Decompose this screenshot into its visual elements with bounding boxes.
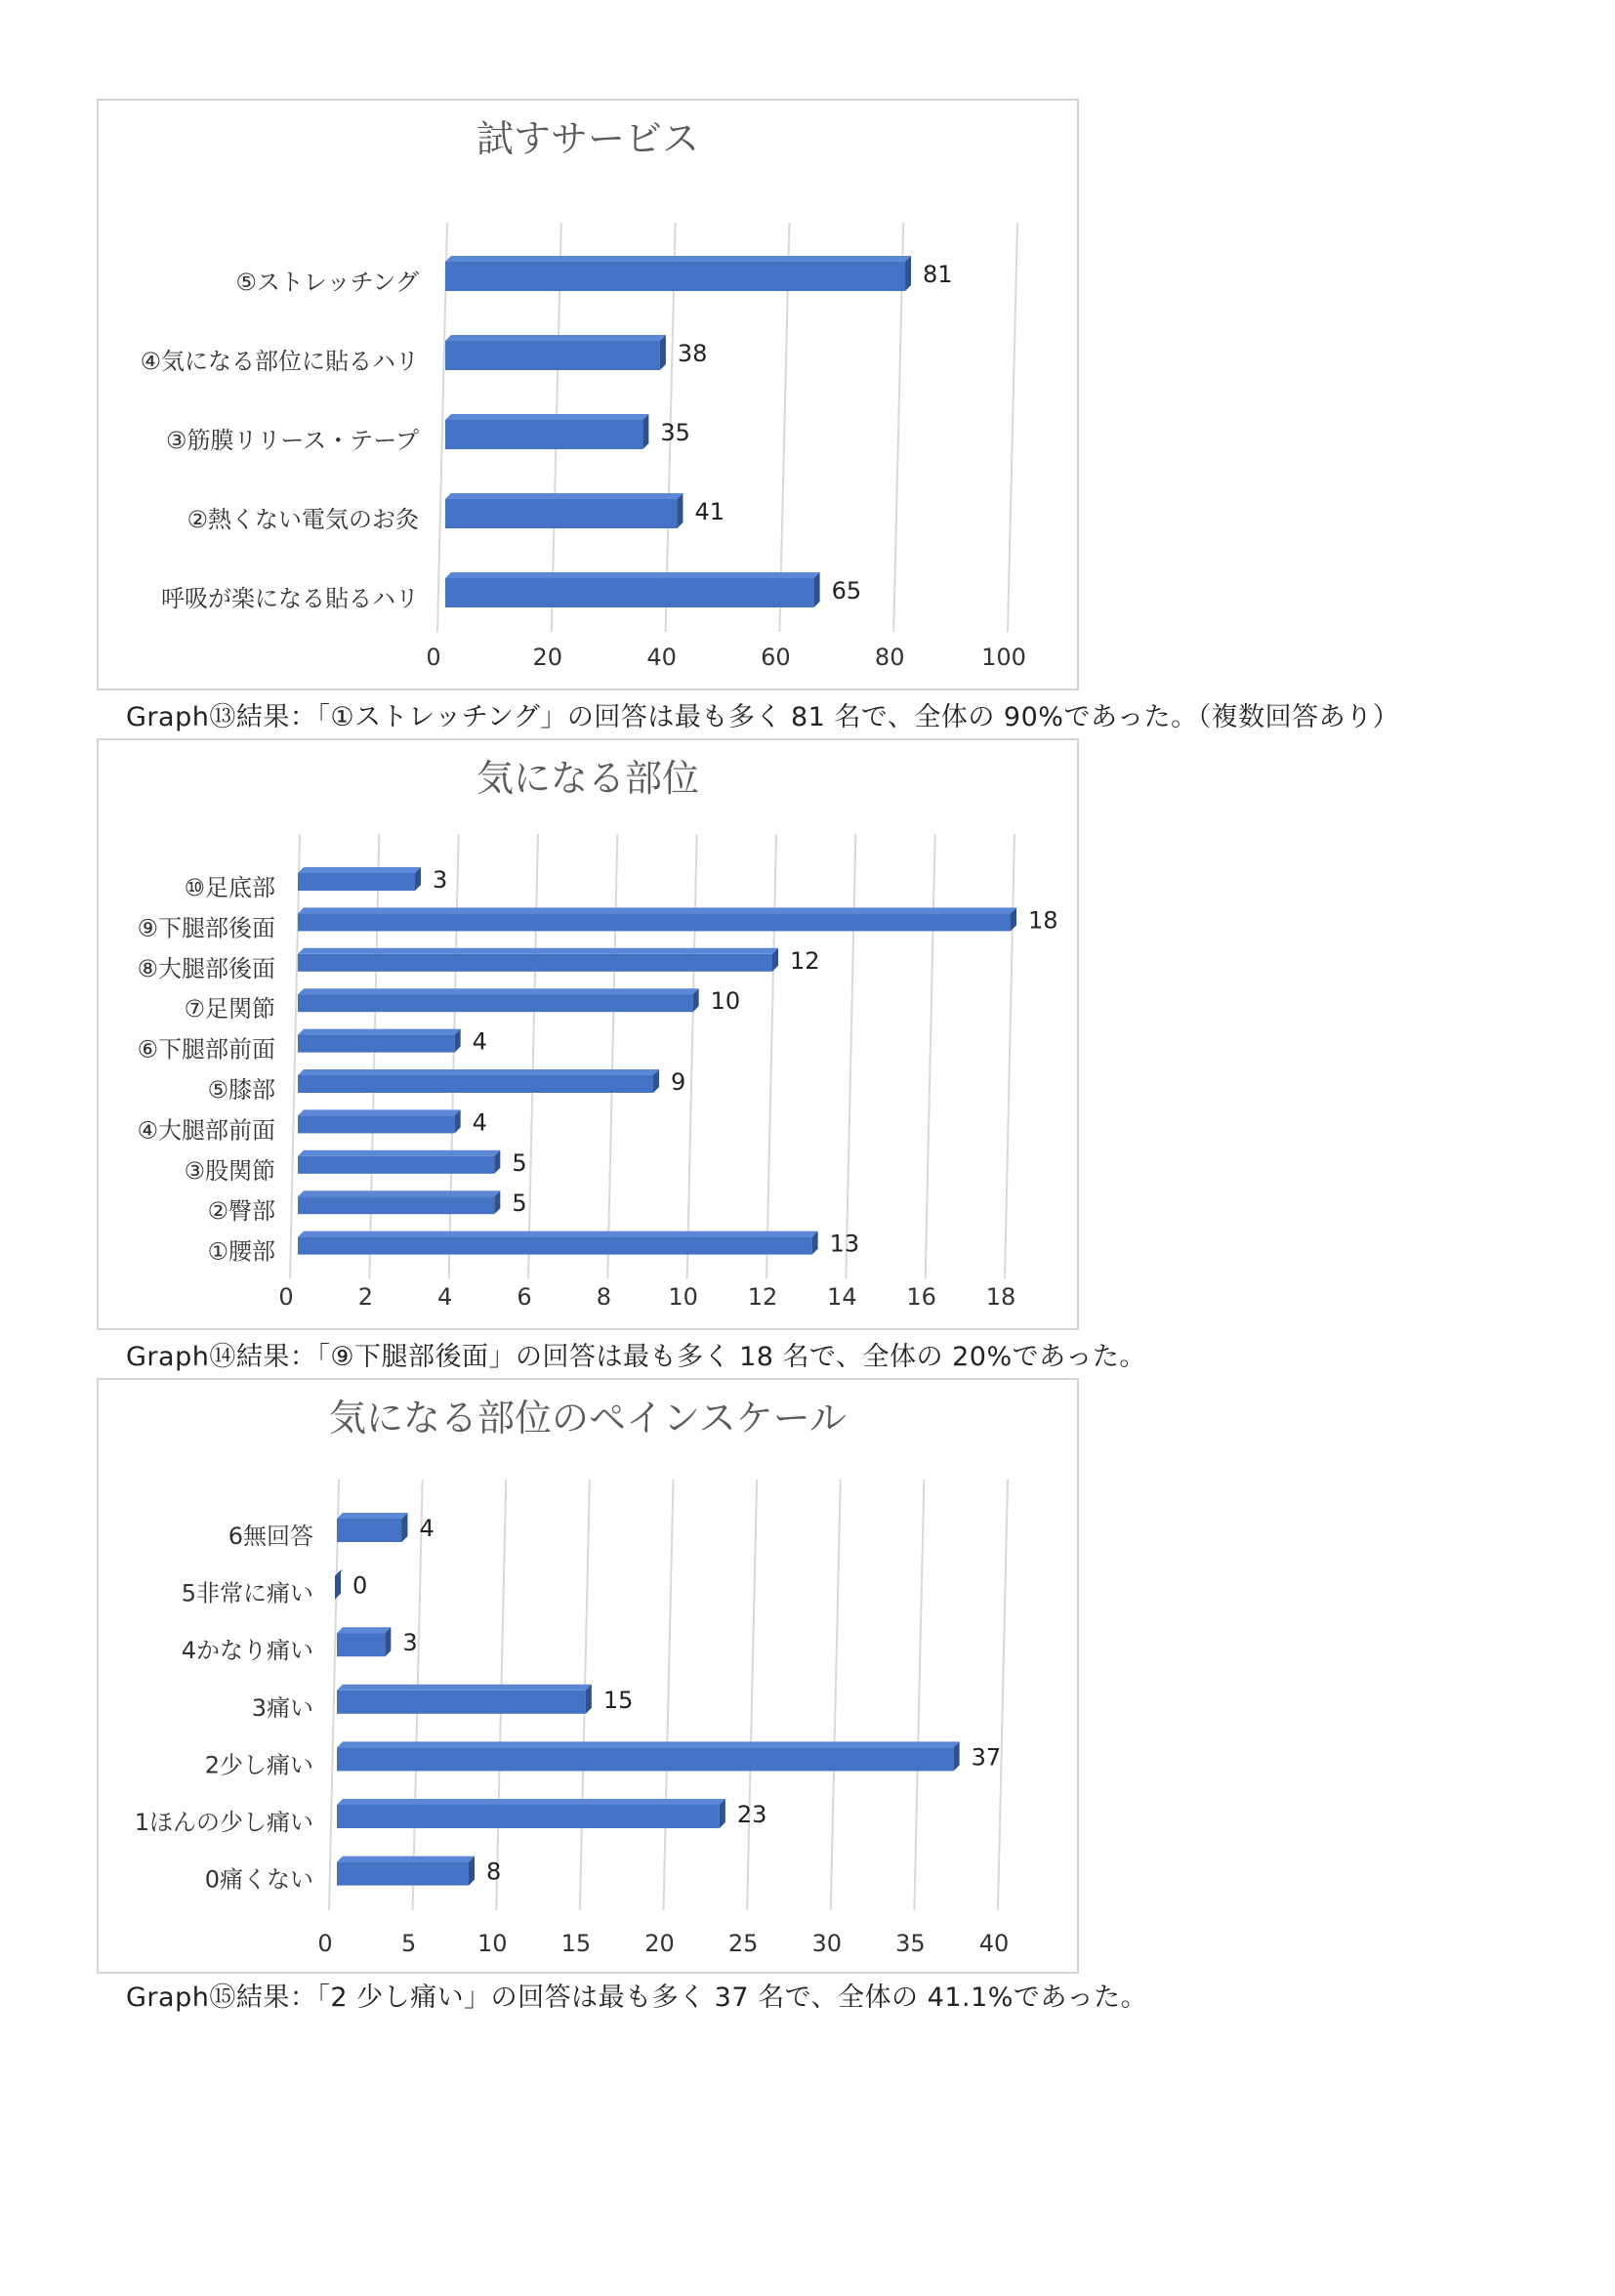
x-tick-label: 100 (981, 644, 1026, 671)
bar-top-face (298, 988, 699, 994)
chart-title: 気になる部位のペインスケール (328, 1397, 848, 1440)
value-label: 13 (829, 1230, 860, 1258)
bar (298, 1115, 455, 1133)
x-tick-label: 6 (517, 1283, 532, 1311)
chart-panel-body-parts (97, 738, 1079, 1330)
bar (445, 420, 642, 449)
bar-group (298, 907, 1016, 931)
bar (298, 1237, 812, 1255)
value-label: 10 (710, 987, 741, 1016)
bar-group (337, 1685, 592, 1714)
x-tick-label: 14 (827, 1283, 857, 1311)
bar-group (337, 1741, 960, 1771)
value-label: 0 (352, 1571, 368, 1600)
value-label: 65 (831, 577, 862, 605)
bar-top-face (298, 867, 421, 873)
x-tick-label: 20 (644, 1930, 675, 1957)
category-label: ②熱くない電気のお灸 (186, 506, 419, 533)
bar-group (445, 572, 820, 607)
chart-svg-body-parts (99, 740, 1077, 1328)
bar-group (445, 414, 648, 449)
bar-group (298, 1029, 461, 1053)
caption-graph-13: Graph⑬結果：「①ストレッチング」の回答は最も多く 81 名で、全体の 90%であった。（複数回答あり） (126, 702, 1400, 732)
category-label: ⑧大腿部後面 (137, 954, 275, 982)
bar-group (298, 1190, 500, 1214)
value-label: 23 (736, 1801, 767, 1828)
chart-svg-pain-scale (99, 1380, 1077, 1972)
bar (298, 954, 772, 972)
category-label: ⑤膝部 (207, 1076, 275, 1104)
bar-group (298, 1069, 659, 1093)
bar-top-face (445, 572, 820, 578)
bar-group (445, 493, 683, 528)
x-tick-label: 15 (560, 1930, 592, 1957)
x-tick-label: 40 (646, 644, 677, 671)
value-label: 3 (433, 866, 448, 894)
bar (337, 1691, 586, 1714)
category-label: 3痛い (251, 1693, 313, 1722)
x-tick-label: 25 (727, 1930, 759, 1957)
bar-top-face (337, 1513, 408, 1519)
bar-group (445, 335, 666, 370)
category-label: 6無回答 (228, 1523, 313, 1550)
category-label: 呼吸が楽になる貼るハリ (161, 585, 419, 612)
bar-group (337, 1857, 475, 1886)
x-tick-label: 10 (476, 1930, 508, 1957)
bar (337, 1805, 720, 1828)
bar-group (337, 1513, 408, 1542)
gridline (926, 834, 935, 1279)
bar (445, 578, 814, 607)
gridline (1008, 223, 1017, 632)
value-label: 5 (512, 1148, 527, 1177)
x-tick-label: 16 (906, 1283, 936, 1311)
bar-group (298, 948, 778, 972)
x-tick-label: 0 (278, 1283, 294, 1311)
x-tick-label: 0 (426, 644, 441, 671)
category-label: 2少し痛い (204, 1751, 313, 1779)
bar-side-face (660, 335, 666, 370)
bar-top-face (298, 1109, 461, 1115)
chart-svg-services (99, 101, 1077, 689)
bar-top-face (445, 414, 648, 420)
category-label: ③筋膜リリース・テープ (165, 427, 419, 454)
bar (445, 499, 677, 528)
chart-title: 試すサービス (476, 117, 700, 160)
value-label: 4 (419, 1515, 435, 1542)
bar (298, 994, 693, 1012)
gridline (607, 834, 617, 1279)
x-tick-label: 80 (874, 644, 905, 671)
bar (298, 1156, 494, 1174)
x-tick-label: 4 (437, 1283, 453, 1311)
bar-side-face (677, 493, 683, 528)
chart-panel-pain-scale (97, 1378, 1079, 1974)
bar-top-face (337, 1799, 725, 1805)
category-label: ⑥下腿部前面 (137, 1035, 275, 1064)
x-tick-label: 10 (668, 1283, 698, 1311)
category-label: ④大腿部前面 (137, 1116, 275, 1145)
category-label: ①腰部 (207, 1237, 275, 1266)
gridline (846, 834, 855, 1279)
bar-group (337, 1799, 725, 1828)
value-label: 38 (677, 340, 708, 367)
x-tick-label: 0 (317, 1930, 333, 1957)
chart-panel-services (97, 99, 1079, 690)
bar (337, 1519, 402, 1542)
x-tick-label: 2 (357, 1283, 373, 1311)
gridline (687, 834, 697, 1279)
x-tick-label: 35 (895, 1930, 926, 1957)
bar-top-face (298, 948, 778, 954)
bar (298, 1196, 494, 1214)
bar-top-face (337, 1627, 391, 1633)
bar-group (298, 1150, 500, 1174)
category-label: ⑩足底部 (184, 874, 275, 901)
bar-side-face (642, 414, 648, 449)
x-tick-label: 60 (761, 644, 791, 671)
category-label: 1ほんの少し痛い (134, 1809, 313, 1836)
x-tick-label: 40 (978, 1930, 1010, 1957)
chart-title: 気になる部位 (476, 757, 700, 800)
bar-top-face (298, 907, 1016, 913)
bar-top-face (298, 1150, 500, 1156)
category-label: ③股関節 (184, 1156, 275, 1185)
value-label: 35 (660, 419, 690, 446)
caption-graph-14: Graph⑭結果：「⑨下腿部後面」の回答は最も多く 18 名で、全体の 20%であった。 (126, 1342, 1146, 1372)
x-tick-label: 12 (747, 1283, 778, 1311)
bar (298, 1075, 653, 1093)
value-label: 8 (486, 1858, 502, 1886)
bar (298, 1035, 455, 1053)
gridline (664, 1480, 674, 1910)
bar-side-face (814, 572, 820, 607)
category-label: ⑨下腿部後面 (137, 914, 275, 942)
gridline (998, 1480, 1008, 1910)
bar-group (337, 1627, 391, 1656)
category-label: 4かなり痛い (181, 1637, 313, 1665)
category-label: 5非常に痛い (181, 1579, 313, 1607)
bar (337, 1747, 954, 1771)
bar-top-face (445, 493, 683, 499)
bar-top-face (337, 1685, 592, 1691)
value-label: 4 (472, 1027, 487, 1056)
value-label: 5 (512, 1190, 527, 1218)
bar (298, 873, 415, 891)
bar-group (298, 867, 421, 891)
x-tick-label: 20 (532, 644, 563, 671)
value-label: 81 (923, 261, 953, 288)
value-label: 18 (1028, 906, 1058, 935)
gridline (766, 834, 776, 1279)
bar-top-face (298, 1069, 659, 1075)
bar-side-face (905, 256, 911, 291)
gridline (747, 1480, 757, 1910)
category-label: ②臀部 (207, 1197, 275, 1226)
bar-top-face (298, 1029, 461, 1035)
bar-top-face (337, 1741, 960, 1747)
value-label: 12 (790, 946, 820, 975)
bar (337, 1633, 385, 1656)
category-label: ④気になる部位に貼るハリ (140, 348, 419, 375)
bar-top-face (298, 1190, 500, 1196)
caption-graph-15: Graph⑮結果：「2 少し痛い」の回答は最も多く 37 名で、全体の 41.1%であった。 (126, 1983, 1148, 2013)
gridline (831, 1480, 841, 1910)
bar (445, 262, 905, 291)
category-label: ⑤ストレッチング (235, 269, 419, 296)
x-tick-label: 8 (596, 1283, 611, 1311)
bar (445, 341, 660, 370)
value-label: 15 (602, 1686, 634, 1714)
value-label: 9 (671, 1068, 686, 1096)
value-label: 4 (472, 1108, 487, 1137)
bar-group (298, 988, 699, 1012)
gridline (528, 834, 538, 1279)
bar-top-face (445, 335, 666, 341)
value-label: 37 (971, 1743, 1002, 1772)
bar (337, 1862, 469, 1886)
bar-group (298, 1231, 818, 1255)
bar-group (298, 1109, 461, 1133)
value-label: 3 (402, 1629, 418, 1657)
bar-top-face (298, 1231, 818, 1237)
x-tick-label: 18 (985, 1283, 1016, 1311)
x-tick-label: 30 (811, 1930, 843, 1957)
gridline (914, 1480, 924, 1910)
bar (298, 913, 1011, 931)
category-label: 0痛くない (204, 1865, 313, 1894)
x-tick-label: 5 (400, 1930, 417, 1957)
value-label: 41 (694, 498, 725, 525)
gridline (1005, 834, 1015, 1279)
category-label: ⑦足関節 (184, 995, 275, 1023)
bar-top-face (337, 1857, 475, 1862)
bar-top-face (445, 256, 911, 262)
bar-group (445, 256, 911, 291)
